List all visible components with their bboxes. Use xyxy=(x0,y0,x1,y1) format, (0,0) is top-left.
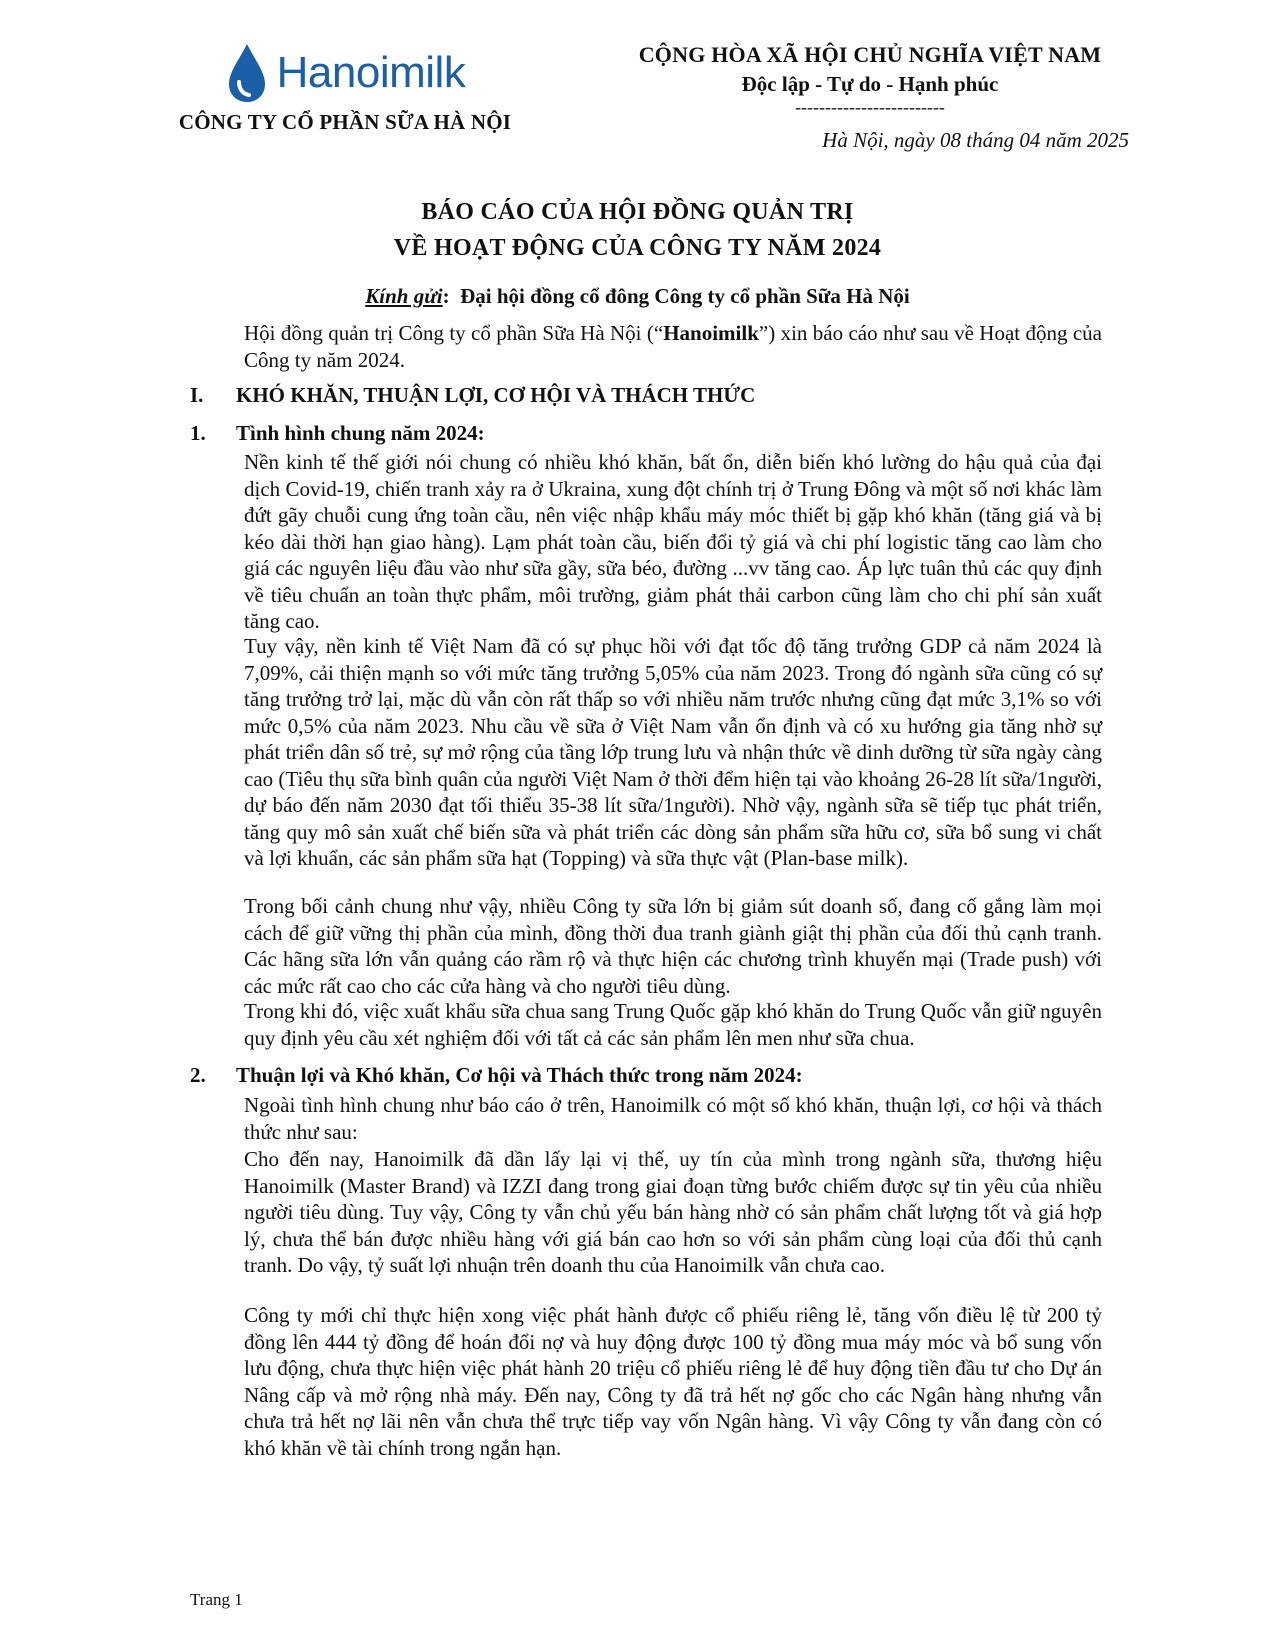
motto-text: Độc lập - Tự do - Hạnh phúc xyxy=(741,72,999,96)
recipient-colon: : xyxy=(442,284,450,308)
title-line-2: VỀ HOẠT ĐỘNG CỦA CÔNG TY NĂM 2024 xyxy=(393,235,882,261)
intro-paragraph xyxy=(244,320,1102,373)
logo-wordmark: Hanoimilk xyxy=(276,48,466,97)
nation-name: CỘNG HÒA XÃ HỘI CHỦ NGHĨA VIỆT NAM xyxy=(638,42,1102,67)
paragraph: Trong khi đó, việc xuất khẩu sữa chua sang Trung Quốc gặp khó khăn do Trung Quốc vẫn giữ nguyên quy định yêu cầu xét nghiệm đối với tất cả các sản phẩm lên men như sữa chua. xyxy=(244,999,1102,1050)
subsection-1-number: 1. xyxy=(190,421,206,445)
intro-text-start: Hội đồng quản trị Công ty cổ phần Sữa Hà Nội (“ xyxy=(244,321,664,345)
intro-text-end: ”) xin báo cáo như sau về Hoạt động của Công ty năm 2024. xyxy=(244,321,1102,372)
section-number: I. xyxy=(190,383,204,407)
recipient-line xyxy=(0,284,1275,309)
document-title xyxy=(0,194,1275,266)
logo xyxy=(150,40,540,106)
document-date: Hà Nội, ngày 08 tháng 04 năm 2025 xyxy=(822,128,1129,152)
subsection-1-heading: Tình hình chung năm 2024: xyxy=(236,421,485,445)
intro-brand: Hanoimilk xyxy=(663,321,759,345)
company-name: CÔNG TY CỔ PHẦN SỮA HÀ NỘI xyxy=(178,110,512,134)
paragraph: Tuy vậy, nền kinh tế Việt Nam đã có sự phục hồi với đạt tốc độ tăng trưởng GDP cả năm 2024 là 7,09%, cải thiện mạnh so với mức tăng trưởng 5,05% của năm 2023. Trong đó ngành sữa cũng có sự tăng trưởng trở lại, mặc dù vẫn còn rất thấp so với nhiều năm trước nhưng cũng đạt mức 3,1% so với mức 0,5% của năm 2023. Nhu cầu về sữa ở Việt Nam vẫn ổn định và có xu hướng gia tăng nhờ sự phát triển dân số trẻ, sự mở rộng của tầng lớp trung lưu và nhận thức về dinh dưỡng từ sữa ngày càng cao (Tiêu thụ sữa bình quân của người Việt Nam ở thời đểm hiện tại vào khoảng 26-28 lít sữa/1người, dự báo đến năm 2030 đạt tối thiểu 35-38 lít sữa/1người). Nhờ vậy, ngành sữa sẽ tiếp tục phát triển, tăng quy mô sản xuất chế biến sữa và phát triển các dòng sản phẩm sữa hữu cơ, sữa bổ sung vi chất và lợi khuẩn, các sản phẩm sữa hạt (Topping) và sữa thực vật (Plan-base milk). xyxy=(244,634,1102,870)
paragraph: Nền kinh tế thế giới nói chung có nhiều khó khăn, bất ổn, diễn biến khó lường do hậu quả của đại dịch Covid-19, chiến tranh xảy ra ở Ukraina, xung đột chính trị ở Trung Đông và một số nơi khác làm đứt gãy chuỗi cung ứng toàn cầu, nên việc nhập khẩu máy móc thiết bị gặp khó khăn (tăng giá và bị kéo dài thời hạn giao hàng). Lạm phát toàn cầu, biến đổi tỷ giá và chi phí logistic tăng cao làm cho giá các nguyên liệu đầu vào như sữa gầy, sữa béo, đường ...vv tăng cao. Áp lực tuân thủ các quy định về tiêu chuẩn an toàn thực phẩm, môi trường, giảm phát thải carbon cũng làm cho chi phí sản xuất tăng cao. xyxy=(244,450,1102,633)
section-heading: KHÓ KHĂN, THUẬN LỢI, CƠ HỘI VÀ THÁCH THỨC xyxy=(236,383,756,407)
national-motto xyxy=(600,42,1140,117)
paragraph: Công ty mới chỉ thực hiện xong việc phát hành được cổ phiếu riêng lẻ, tăng vốn điều lệ từ 200 tỷ đồng lên 444 tỷ đồng để hoán đổi nợ và huy động được 100 tỷ đồng mua máy móc và bổ sung vốn lưu động, chưa thực hiện việc phát hành 20 triệu cổ phiếu riêng lẻ để huy động tiền đầu tư cho Dự án Nâng cấp và mở rộng nhà máy. Đến nay, Công ty đã trả hết nợ gốc cho các Ngân hàng nhưng vẫn chưa trả hết nợ lãi nên vẫn chưa thể trực tiếp vay vốn Ngân hàng. Vì vậy Công ty vẫn đang còn có khó khăn về tài chính trong ngắn hạn. xyxy=(244,1303,1102,1460)
paragraph: Cho đến nay, Hanoimilk đã dần lấy lại vị thế, uy tín của mình trong ngành sữa, thương hiệu Hanoimilk (Master Brand) và IZZI đang trong giai đoạn từng bước chiếm được sự tin yêu của nhiều người tiêu dùng. Tuy vậy, Công ty vẫn chủ yếu bán hàng nhờ có sản phẩm chất lượng tốt và giá hợp lý, chưa thể bán được nhiều hàng với giá bán cao hơn so với sản phẩm cùng loại của đối thủ cạnh tranh. Do vậy, tỷ suất lợi nhuận trên doanh thu của Hanoimilk vẫn chưa cao. xyxy=(244,1147,1102,1277)
page-number: Trang 1 xyxy=(190,1590,243,1609)
paragraph: Ngoài tình hình chung như báo cáo ở trên, Hanoimilk có một số khó khăn, thuận lợi, cơ hội và thách thức như sau: xyxy=(244,1093,1102,1144)
paragraph: Trong bối cảnh chung như vậy, nhiều Công ty sữa lớn bị giảm sút doanh số, đang cố gắng làm mọi cách để giữ vững thị phần của mình, đồng thời đua tranh giành giật thị phần của đối thủ cạnh tranh. Các hãng sữa lớn vẫn quảng cáo rầm rộ và thực hiện các chương trình khuyến mại (Trade push) với các mức rất cao cho các cửa hàng và cho người tiêu dùng. xyxy=(244,894,1102,998)
recipient-label: Kính gửi xyxy=(365,284,443,308)
subsection-2-heading: Thuận lợi và Khó khăn, Cơ hội và Thách thức trong năm 2024: xyxy=(236,1063,803,1087)
milk-drop-icon xyxy=(225,42,269,104)
recipient-value: Đại hội đồng cổ đông Công ty cổ phần Sữa Hà Nội xyxy=(460,284,910,308)
subsection-2-number: 2. xyxy=(190,1063,206,1087)
title-line-1: BÁO CÁO CỦA HỘI ĐỒNG QUẢN TRỊ xyxy=(421,199,854,225)
motto-separator: ------------------------- xyxy=(795,97,945,117)
company-header xyxy=(150,40,540,135)
